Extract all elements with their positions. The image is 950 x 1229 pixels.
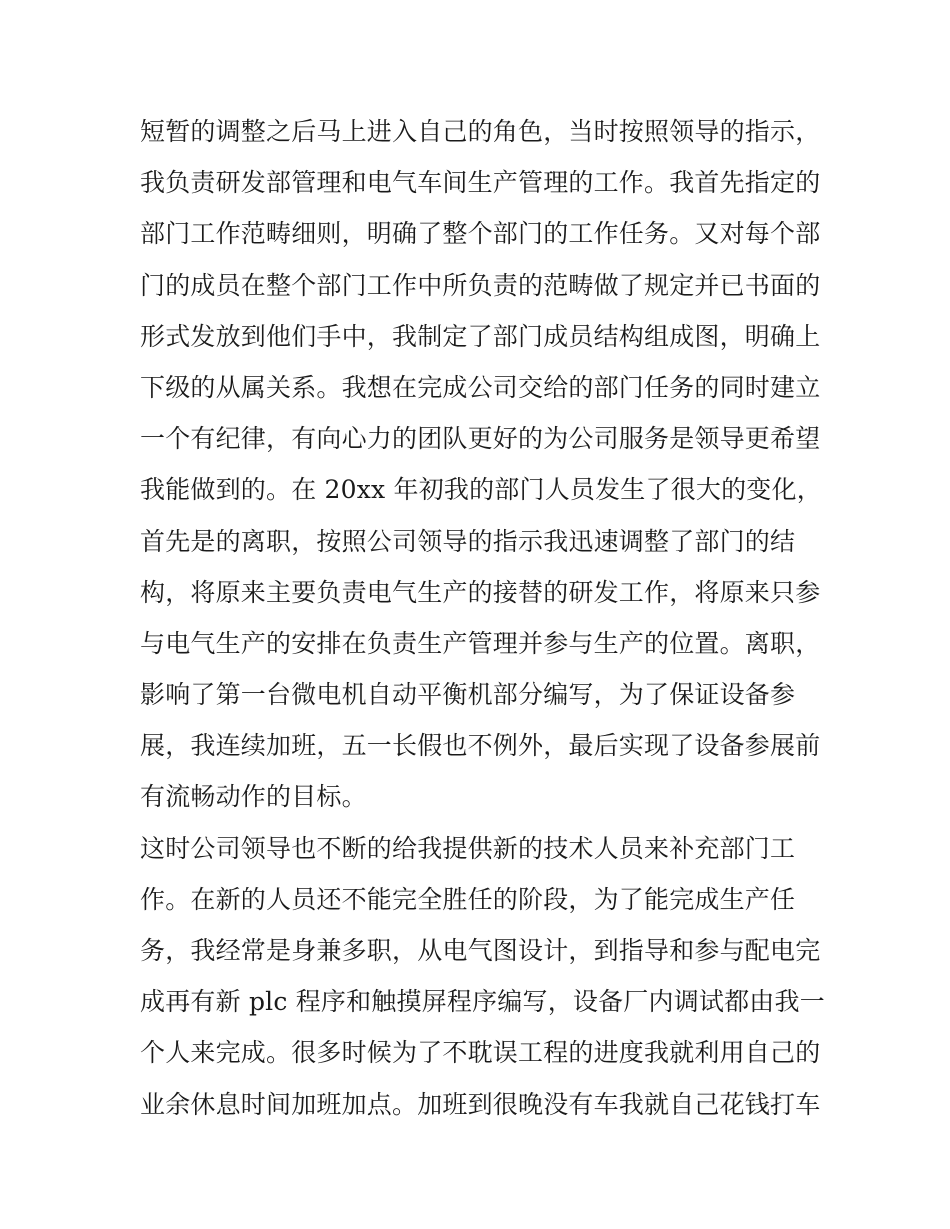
text-line: 首先是的离职，按照公司领导的指示我迅速调整了部门的结 bbox=[140, 526, 796, 556]
text-line: 这时公司领导也不断的给我提供新的技术人员来补充部门工 bbox=[140, 833, 796, 863]
text-line: 个人来完成。很多时候为了不耽误工程的进度我就利用自己的 bbox=[140, 1038, 821, 1068]
text-line: 业余休息时间加班加点。加班到很晚没有车我就自己花钱打车 bbox=[140, 1089, 821, 1119]
text-line: 作。在新的人员还不能完全胜任的阶段，为了能完成生产任 bbox=[140, 884, 796, 914]
text-line: 门的成员在整个部门工作中所负责的范畴做了规定并已书面的 bbox=[140, 270, 821, 300]
text-line: 一个有纪律，有向心力的团队更好的为公司服务是领导更希望 bbox=[140, 424, 821, 454]
text-line: 展，我连续加班，五一长假也不例外，最后实现了设备参展前 bbox=[140, 731, 821, 761]
text-line: 形式发放到他们手中，我制定了部门成员结构组成图，明确上 bbox=[140, 321, 821, 351]
text-line: 与电气生产的安排在负责生产管理并参与生产的位置。离职， bbox=[140, 628, 821, 658]
text-line: 构，将原来主要负责电气生产的接替的研发工作，将原来只参 bbox=[140, 577, 821, 607]
text-line: 有流畅动作的目标。 bbox=[140, 782, 367, 812]
text-line: 下级的从属关系。我想在完成公司交给的部门任务的同时建立 bbox=[140, 372, 821, 402]
text-line: 成再有新 plc 程序和触摸屏程序编写，设备厂内调试都由我一 bbox=[140, 987, 825, 1017]
text-line: 我负责研发部管理和电气车间生产管理的工作。我首先指定的 bbox=[140, 168, 821, 198]
text-line: 我能做到的。在 20xx 年初我的部门人员发生了很大的变化， bbox=[140, 475, 822, 505]
text-line: 影响了第一台微电机自动平衡机部分编写，为了保证设备参 bbox=[140, 680, 796, 710]
body-text bbox=[140, 106, 825, 1130]
text-line: 务，我经常是身兼多职，从电气图设计，到指导和参与配电完 bbox=[140, 936, 821, 965]
text-line: 短暂的调整之后马上进入自己的角色，当时按照领导的指示， bbox=[140, 117, 821, 146]
text-line: 部门工作范畴细则，明确了整个部门的工作任务。又对每个部 bbox=[140, 219, 821, 249]
